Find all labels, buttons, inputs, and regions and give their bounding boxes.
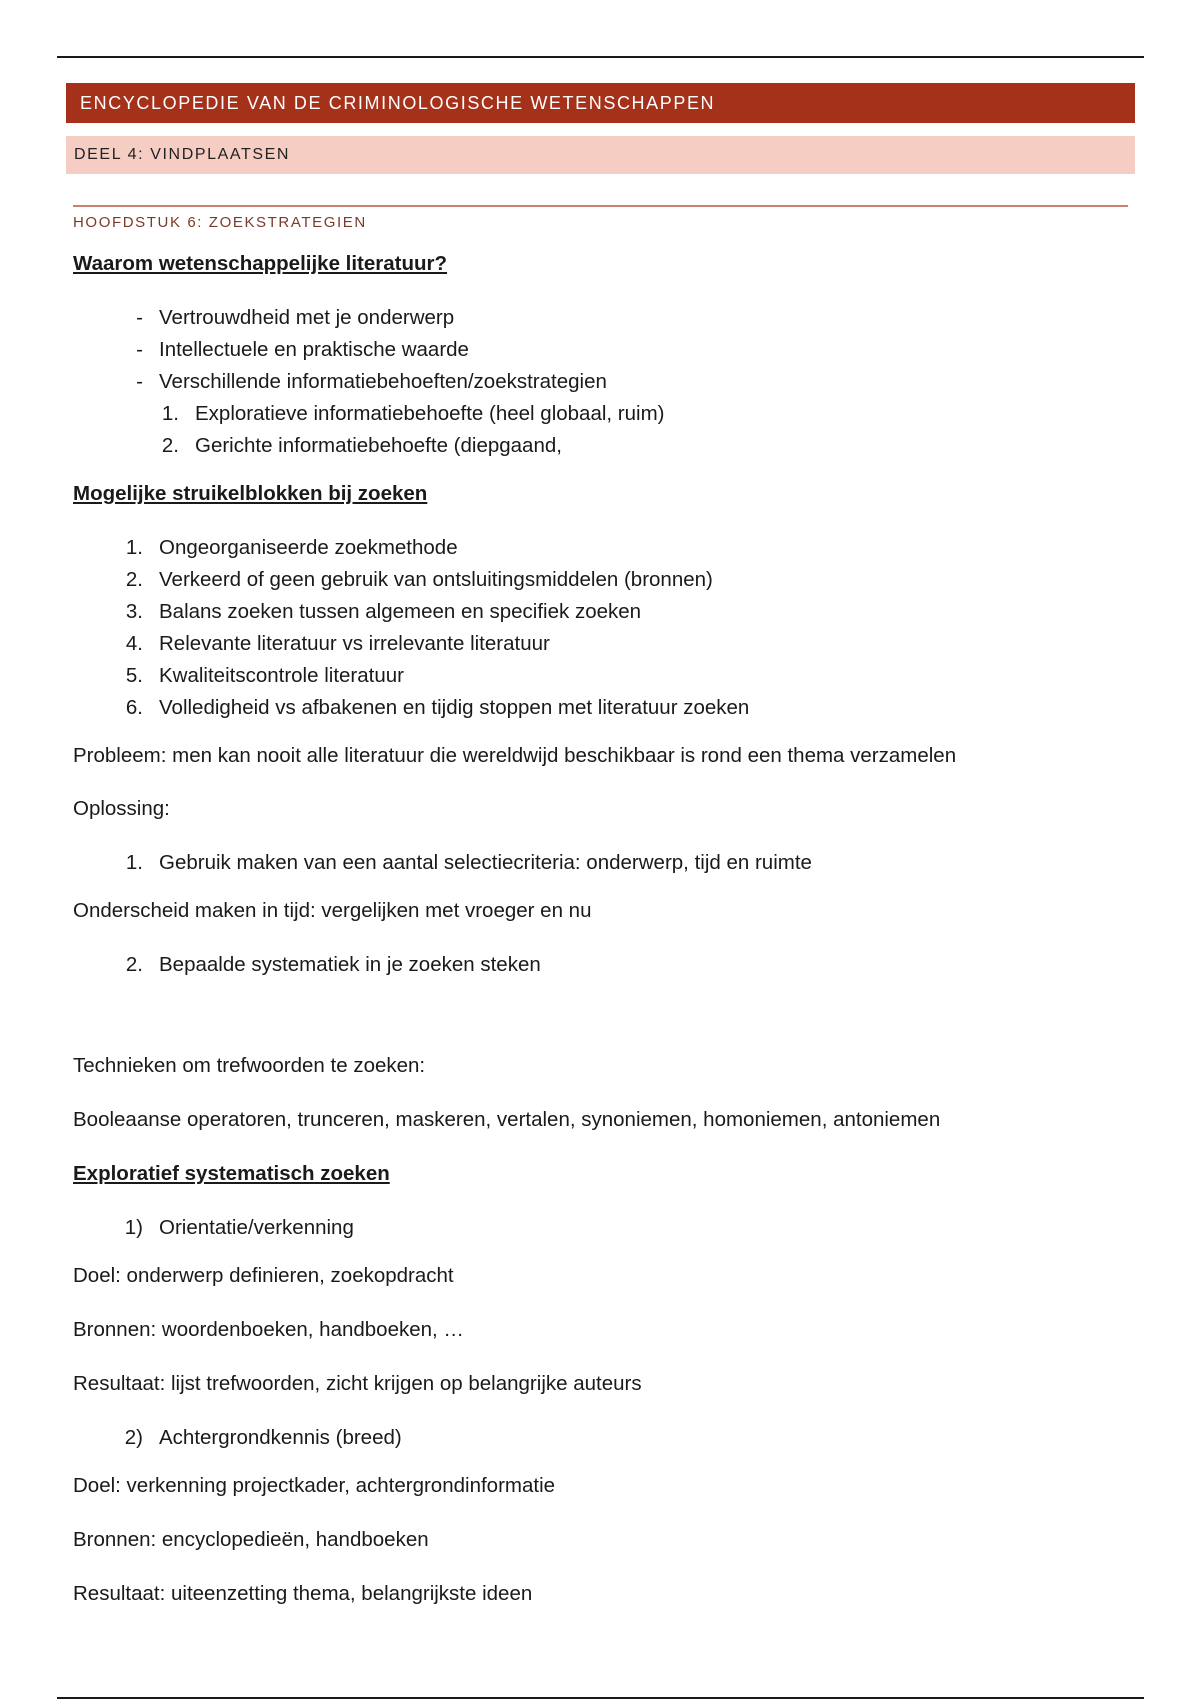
step-sources: Bronnen: woordenboeken, handboeken, … [73, 1318, 464, 1341]
step-item: 1) Orientatie/verkenning [124, 1216, 354, 1239]
numbered-item: 1. Gebruik maken van een aantal selectiecriteria: onderwerp, tijd en ruimte [125, 851, 812, 874]
bottom-rule [57, 1697, 1144, 1699]
part-title: DEEL 4: VINDPLAATSEN [74, 146, 291, 163]
bullet-item: - Intellectuele en praktische waarde [73, 334, 1133, 366]
numbered-item: 2. Bepaalde systematiek in je zoeken steken [125, 953, 541, 976]
numbered-subitem: 1. Exploratieve informatiebehoefte (heel globaal, ruim) [161, 402, 665, 425]
numbered-subitem: 2. Gerichte informatiebehoefte (diepgaand, [161, 434, 562, 457]
techniques-text: Booleaanse operatoren, trunceren, maskeren, vertalen, synoniemen, homoniemen, antoniemen [73, 1108, 941, 1131]
numbered-item: 6. Volledigheid vs afbakenen en tijdig stoppen met literatuur zoeken [125, 696, 750, 719]
step-sources: Bronnen: encyclopedieën, handboeken [73, 1528, 429, 1551]
chapter-title: HOOFDSTUK 6: ZOEKSTRATEGIEN [73, 214, 367, 231]
document-body [73, 248, 1133, 1610]
section-heading: Mogelijke struikelblokken bij zoeken [73, 482, 428, 505]
numbered-item: 5. Kwaliteitscontrole literatuur [125, 664, 404, 687]
numbered-item: 3. Balans zoeken tussen algemeen en specifiek zoeken [125, 600, 642, 623]
document-title: ENCYCLOPEDIE VAN DE CRIMINOLOGISCHE WETENSCHAPPEN [80, 92, 716, 113]
step-result: Resultaat: uiteenzetting thema, belangrijkste ideen [73, 1582, 533, 1605]
step-result: Resultaat: lijst trefwoorden, zicht krijgen op belangrijke auteurs [73, 1372, 642, 1395]
section-heading: Waarom wetenschappelijke literatuur? [73, 252, 448, 275]
numbered-item: 1. Ongeorganiseerde zoekmethode [125, 536, 458, 559]
document-title-banner [66, 83, 1135, 123]
techniques-label: Technieken om trefwoorden te zoeken: [73, 1054, 426, 1077]
top-rule [57, 56, 1144, 58]
solution-label: Oplossing: [73, 797, 170, 820]
chapter-divider [73, 205, 1128, 207]
numbered-item: 4. Relevante literatuur vs irrelevante literatuur [125, 632, 550, 655]
numbered-item: 2. Verkeerd of geen gebruik van ontsluitingsmiddelen (bronnen) [125, 568, 713, 591]
time-note: Onderscheid maken in tijd: vergelijken met vroeger en nu [73, 899, 592, 922]
part-banner [66, 136, 1135, 174]
bullet-item: - Verschillende informatiebehoeften/zoekstrategien [73, 366, 1133, 398]
bullet-dash: - [136, 338, 143, 361]
section-heading: Exploratief systematisch zoeken [73, 1162, 390, 1185]
bullet-item: - Vertrouwdheid met je onderwerp [73, 302, 1133, 334]
step-goal: Doel: verkenning projectkader, achtergrondinformatie [73, 1474, 556, 1497]
step-goal: Doel: onderwerp definieren, zoekopdracht [73, 1264, 454, 1287]
problem-text: Probleem: men kan nooit alle literatuur die wereldwijd beschikbaar is rond een thema verzamelen [73, 744, 957, 767]
bullet-dash: - [136, 306, 143, 329]
step-item: 2) Achtergrondkennis (breed) [124, 1426, 402, 1449]
bullet-dash: - [136, 370, 143, 393]
